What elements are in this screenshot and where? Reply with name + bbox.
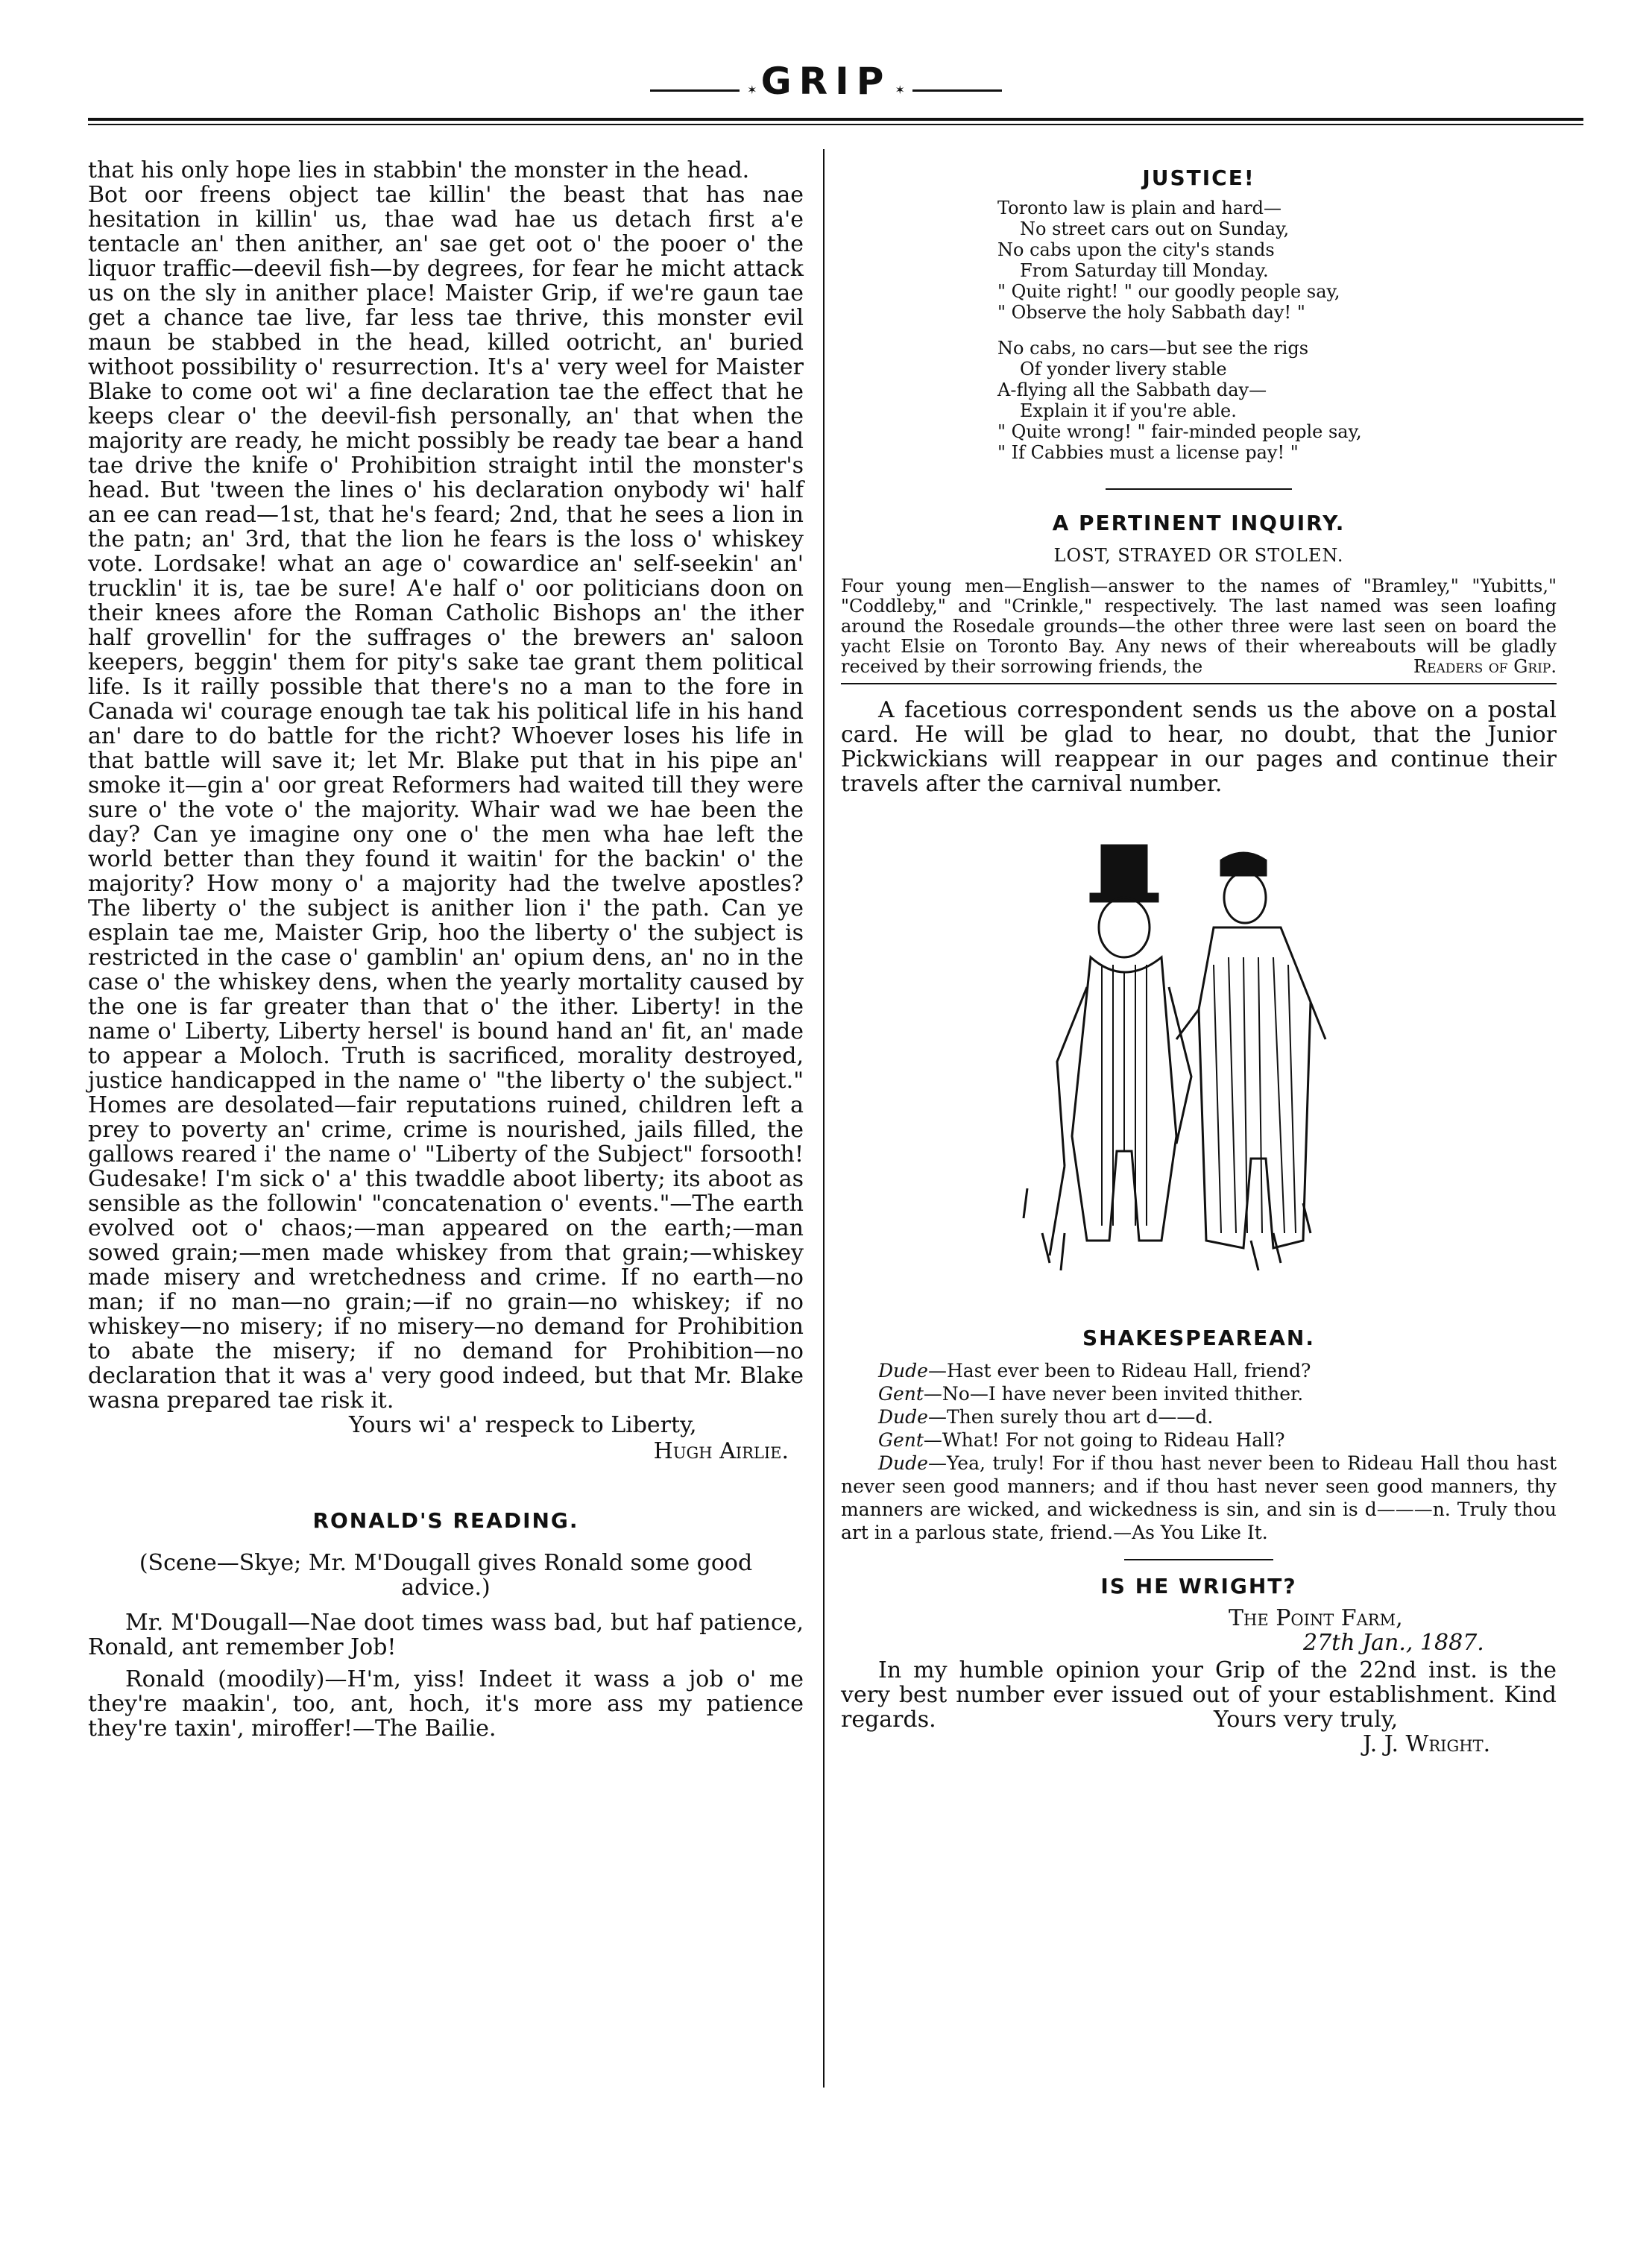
inquiry-body: A facetious correspondent sends us the above on a postal card. He will be glad to hear, no doubt, that the Junior Pickwickians will reappear in our pages and continue their travels after the carnival number. bbox=[841, 697, 1557, 797]
line-text: —No—I have never been invited thither. bbox=[923, 1383, 1304, 1405]
inquiry-title: A PERTINENT INQUIRY. bbox=[1052, 511, 1346, 535]
star-right-icon: ✶ bbox=[895, 83, 905, 97]
line-text: —What! For not going to Rideau Hall? bbox=[923, 1429, 1285, 1451]
inquiry-notice-signature: Readers of Grip. bbox=[1413, 656, 1557, 677]
dialogue-line bbox=[841, 1359, 1557, 1382]
justice-title: JUSTICE! bbox=[1142, 166, 1255, 190]
header-rule bbox=[88, 118, 1583, 121]
letter-body: Bot oor freens object tae killin' the beast that has nae hesitation in killin' us, thae wad hae us detach first a'e tentacle an' then anither, an' sae get oot o' the pooer o' the liquor traffic—deevil fish—by degrees, for fear he micht attack us on the sly in anither place! Maister Grip, if we're gaun tae get a chance tae live, far less tae thrive, this monster evil maun be stabbed in the head, killed ootricht, an' buried withoot possibility o' resurrection. It's a' very weel for Maister Blake to come oot wi' a fine declaration tae the effect that he keeps clear o' the deevil-fish personally, an' that when the majority are ready, he micht possibly be ready tae bear a hand tae drive the knife o' Prohibition straight intil the monster's head. But 'tween the lines o' his declaration onybody wi' half an ee can read—1st, that he's feard; 2nd, that he sees a lion in the patn; an' 3rd, that the lion he fears is the loss o' whiskey vote. Lordsake! what an age o' cowardice an' self-seekin' an' trucklin' it is, tae be sure! A'e half o' oor politicians doon on their knees afore the Roman Catholic Bishops an' the ither half grovellin' for the suffrages o' the brewers an' saloon keepers, beggin' them for pity's sake tae grant them political life. Is it railly possible that there's no a man to the fore in Canada wi' courage enough tae tak his political life in his hand an' dare to do battle for the richt? Whoever loses his life in that battle will save it; let Mr. Blake put that in his pipe an' smoke it—gin a' oor great Reformers had waited till they were sure o' the vote o' the majority. Whair wad we hae been the day? Can ye imagine ony one o' the men wha hae left the world better than they found it waitin' for the backin' o' the majority? How mony o' a majority had the twelve apostles? The liberty o' the subject is anither lion i' the path. Can ye esplain tae me, Maister Grip, hoo the liberty o' the subject is restricted in the case o' gamblin' an' opium dens, an' no in the case o' the whiskey dens, when the yearly mortality caused by the one is far greater than that o' the ither. Liberty! in the name o' Liberty, Liberty hersel' is bound hand an' fit, an' made to appear a Moloch. Truth is sacrificed, morality destroyed, justice handicapped in the name o' "the liberty o' the subject." Homes are desolated—fair reputations ruined, children left a prey to poverty an' crime, crime is nourished, jails filled, the gallows reared i' the name o' "Liberty of the Subject" forsooth! Gudesake! I'm sick o' a' this twaddle aboot liberty; its aboot as sensible as the followin' "concatenation o' events."—The earth evolved oot o' chaos;—man appeared on the earth;—man sowed grain;—men made whiskey from that grain;—whiskey made misery and wretchedness and crime. If no earth—no man; if no man—no grain;—if no grain—no whiskey; if no whiskey—no misery; if no misery—no demand for Prohibition to abate the misery; if no demand for Prohibition—no declaration that it was a' very good indeed, but that Mr. Blake wasna prepared tae risk it. bbox=[88, 182, 804, 1414]
wright-closing: Yours very truly, bbox=[1214, 1707, 1399, 1733]
verse-line: " If Cabbies must a license pay! " bbox=[997, 442, 1299, 463]
shakespearean-title: SHAKESPEAREAN. bbox=[1082, 1326, 1315, 1350]
star-left-icon: ✶ bbox=[747, 83, 757, 97]
ronald-scene: (Scene—Skye; Mr. M'Dougall gives Ronald some good advice.) bbox=[139, 1550, 753, 1601]
dude-and-gent-illustration bbox=[953, 816, 1445, 1308]
justice-stanza-1 bbox=[997, 198, 1557, 323]
verse-line: " Observe the holy Sabbath day! " bbox=[997, 302, 1305, 323]
wright-body: In my humble opinion your Grip of the 22nd inst. is the very best number ever issued out of your establishment. Kind regards. bbox=[841, 1657, 1557, 1733]
dialogue-line bbox=[841, 1428, 1557, 1452]
speaker: Dude bbox=[878, 1452, 928, 1474]
masthead-rule-left bbox=[650, 89, 740, 92]
masthead-title: GRIP bbox=[760, 60, 892, 103]
masthead-rule-right bbox=[912, 89, 1002, 92]
letter-opening: that his only hope lies in stabbin' the monster in the head. bbox=[88, 157, 750, 183]
ronald-para-2: Ronald (moodily)—H'm, yiss! Indeet it wass a job o' me they're maakin', too, ant, hoch, it's more ass my patience they're taxin', miroffer!—The Bailie. bbox=[88, 1666, 804, 1742]
verse-line: " Quite wrong! " fair-minded people say, bbox=[997, 421, 1362, 442]
dialogue-line bbox=[841, 1405, 1557, 1428]
verse-line: From Saturday till Monday. bbox=[1020, 260, 1269, 281]
verse-line: Explain it if you're able. bbox=[1020, 400, 1237, 421]
dialogue-line bbox=[841, 1382, 1557, 1405]
column-divider bbox=[823, 149, 825, 2088]
left-column bbox=[88, 158, 804, 1741]
inquiry-subtitle: LOST, STRAYED OR STOLEN. bbox=[1053, 545, 1344, 566]
justice-stanza-2 bbox=[997, 338, 1557, 463]
wright-address: The Point Farm, bbox=[1229, 1605, 1403, 1631]
dialogue-line bbox=[841, 1452, 1557, 1544]
line-text: —Hast ever been to Rideau Hall, friend? bbox=[927, 1360, 1311, 1381]
speaker: Dude bbox=[878, 1360, 928, 1381]
verse-line: No cabs upon the city's stands bbox=[997, 239, 1275, 260]
ronald-para-1: Mr. M'Dougall—Nae doot times wass bad, but haf patience, Ronald, ant remember Job! bbox=[88, 1610, 804, 1660]
dude-figure bbox=[1050, 845, 1191, 1255]
speaker: Gent bbox=[878, 1429, 924, 1451]
verse-line: No cabs, no cars—but see the rigs bbox=[997, 338, 1309, 359]
line-text: —Then surely thou art d——d. bbox=[927, 1406, 1214, 1428]
gent-figure bbox=[1176, 853, 1325, 1248]
line-text: —Yea, truly! For if thou hast never been to Rideau Hall thou hast never seen good manners; and if thou hast never seen good manners, thy manners are wicked, and wickedness is sin, and sin is d———n. Truly thou art in a parlous state, friend.—As You Like It. bbox=[841, 1452, 1557, 1543]
verse-line: No street cars out on Sunday, bbox=[1020, 218, 1290, 239]
wright-date: 27th Jan., 1887. bbox=[1303, 1630, 1484, 1656]
wright-title: IS HE WRIGHT? bbox=[1100, 1574, 1297, 1598]
verse-line: Of yonder livery stable bbox=[1020, 359, 1227, 379]
wright-signature: J. J. Wright. bbox=[1363, 1731, 1491, 1757]
verse-line: A-flying all the Sabbath day— bbox=[997, 379, 1267, 400]
shakespearean-dialogue bbox=[841, 1359, 1557, 1544]
verse-line: " Quite right! " our goodly people say, bbox=[997, 281, 1340, 302]
masthead bbox=[0, 60, 1652, 103]
header-rule-thin bbox=[88, 124, 1583, 125]
verse-line: Toronto law is plain and hard— bbox=[997, 198, 1281, 218]
speaker: Gent bbox=[878, 1383, 924, 1405]
inquiry-notice: Four young men—English—answer to the names of "Bramley," "Yubitts," "Coddleby," and "Crinkle," respectively. The last named was seen loafing around the Rosedale grounds—the other three were last seen on board the yacht Elsie on Toronto Bay. Any news of their whereabouts will be gladly received by their sorrowing friends, the bbox=[841, 576, 1557, 677]
speaker: Dude bbox=[878, 1406, 928, 1428]
right-column bbox=[841, 166, 1557, 1757]
ronald-title: RONALD'S READING. bbox=[312, 1508, 579, 1533]
letter-signature: Hugh Airlie. bbox=[653, 1438, 789, 1464]
letter-closing: Yours wi' a' respeck to Liberty, bbox=[349, 1412, 697, 1438]
